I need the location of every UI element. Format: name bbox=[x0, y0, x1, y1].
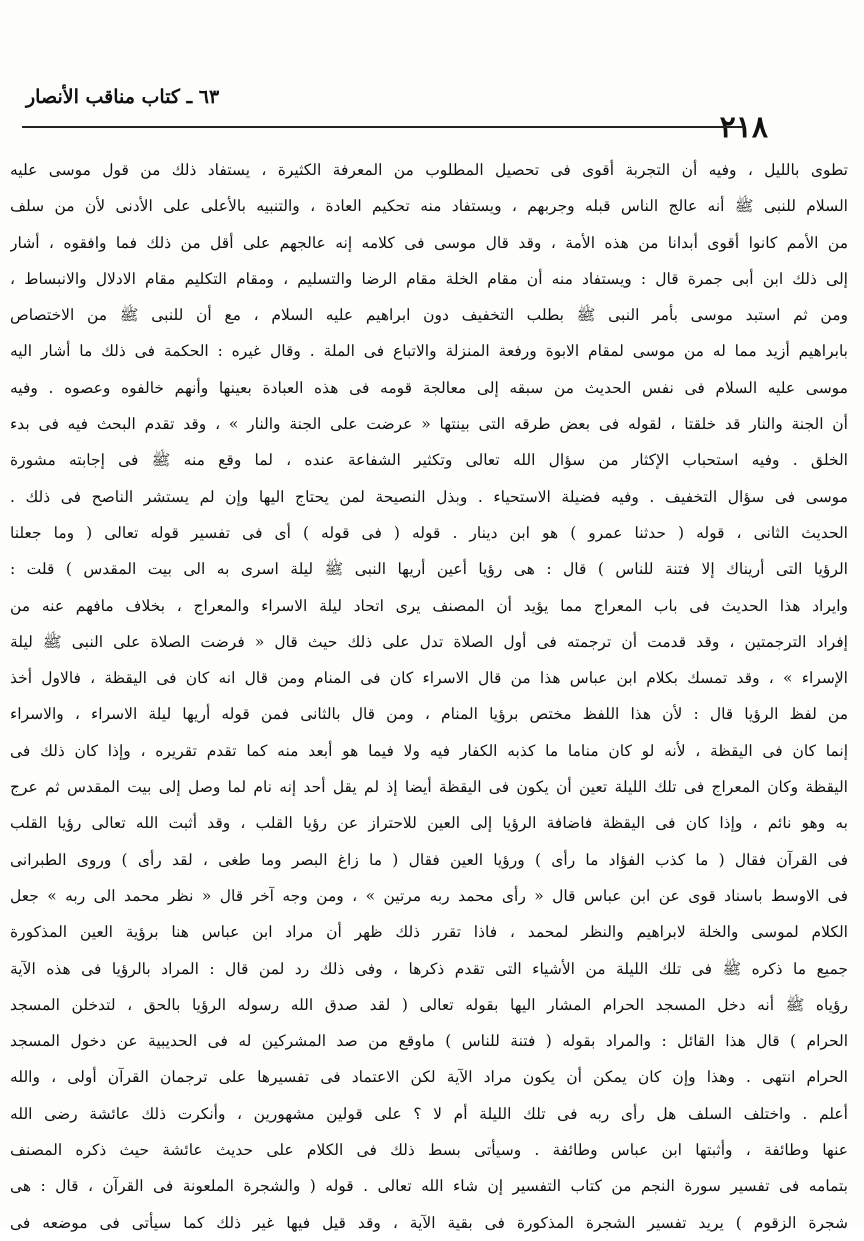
text-line: بابراهيم أزيد مما له من موسى لمقام الابوة ورفعة المنزلة والاتباع فى الملة . وقال غيره : الحكمة فى ذلك ما أشار اليه bbox=[10, 342, 848, 361]
text-line: السلام للنبى ﷺ أنه عالج الناس قبله وجربهم ، ويستفاد منه تحكيم العادة ، والتنبيه بالأعلى على الأدنى لأن من سلف bbox=[10, 197, 848, 216]
text-line: أن الجنة والنار قد خلقتا ، لقوله فى بعض طرقه التى بينتها « عرضت على الجنة والنار » ، وقد تقدم البحث فيه فى بدء bbox=[10, 415, 848, 434]
text-line: موسى عليه السلام فى نفس الحديث من سبقه إلى معالجة قومه فى هذه العبادة بعينها وأنهم خالفوه وعصوه . وفيه bbox=[10, 378, 848, 397]
text-line: ومن ثم استبد موسى بأمر النبى ﷺ بطلب التخفيف دون ابراهيم عليه السلام ، مع أن للنبى ﷺ من الاختصاص bbox=[10, 306, 848, 325]
text-line: إلى ذلك ابن أبى جمرة قال : ويستفاد منه أن مقام الخلة مقام الرضا والتسليم ، ومقام التكليم مقام الادلال والانبساط ، bbox=[10, 269, 848, 288]
text-line: الكلام لموسى والخلة لابراهيم والنظر لمحمد ، فاذا تقرر ذلك ظهر أن مراد ابن عباس هنا برؤية العين المذكورة bbox=[10, 923, 848, 942]
text-line: أعلم . واختلف السلف هل رأى ربه فى تلك الليلة أم لا ؟ على قولين مشهورين ، وأنكرت ذلك عائشة رضى الله bbox=[10, 1104, 848, 1123]
text-line: عنها وطائفة ، وأثبتها ابن عباس وطائفة . وسيأتى بسط ذلك فى الكلام على حديث عائشة حيث ذكره المصنف bbox=[10, 1141, 848, 1160]
text-line: من لفظ الرؤيا قال : لأن هذا اللفظ مختص برؤيا المنام ، ومن قال بالثانى فمن قوله أريها ليلة الاسراء ، والاسراء bbox=[10, 705, 848, 724]
text-line: من الأمم كانوا أقوى أبدانا من هذه الأمة ، وقد قال موسى فى كلامه إنه عالجهم على أقل من ذلك فما وافقوه ، أشار bbox=[10, 233, 848, 252]
text-line: بتمامه فى تفسير سورة النجم من كتاب التفسير إن شاء الله تعالى . قوله ( والشجرة الملعونة فى القرآن ، قال : هى bbox=[10, 1177, 848, 1196]
text-line: موسى فى سؤال التخفيف . وفيه فضيلة الاستحياء . وبذل النصيحة لمن يحتاج اليها وإن لم يستشر الناصح فى ذلك . bbox=[10, 487, 848, 506]
text-line: الحرام انتهى . وهذا وإن كان يمكن أن يكون مراد الآية لكن الاعتماد فى تفسيرها على ترجمان القرآن أولى ، والله bbox=[10, 1068, 848, 1087]
text-line: رؤياه ﷺ أنه دخل المسجد الحرام المشار اليها بقوله تعالى ( لقد صدق الله رسوله الرؤيا بالحق ، لتدخلن المسجد bbox=[10, 995, 848, 1014]
body-text bbox=[10, 152, 848, 1241]
text-line: به وهو نائم ، وإذا كان فى اليقظة فاضافة الرؤيا إلى العين للاحتراز عن رؤيا القلب ، وقد أثبت الله تعالى رؤيا القلب bbox=[10, 814, 848, 833]
text-line: تطوى بالليل ، وفيه أن التجربة أقوى فى تحصيل المطلوب من المعرفة الكثيرة ، يستفاد ذلك من قول موسى عليه bbox=[10, 161, 848, 179]
running-title: ٦٣ ـ كتاب مناقب الأنصار bbox=[26, 86, 220, 108]
page-header bbox=[26, 86, 768, 145]
text-line: جميع ما ذكره ﷺ فى تلك الليلة من الأشياء التى تقدم ذكرها ، وفى ذلك رد لمن قال : المراد بالرؤيا فى هذه الآية bbox=[10, 959, 848, 978]
text-line: إفراد الترجمتين ، وقد قدمت أن ترجمته فى أول الصلاة تدل على ذلك حيث قال « فرضت الصلاة على النبى ﷺ ليلة bbox=[10, 632, 848, 651]
text-line: الرؤيا التى أريناك إلا فتنة للناس ) قال : هى رؤيا أعين أريها النبى ﷺ ليلة اسرى به الى بيت المقدس ) قلت : bbox=[10, 560, 848, 579]
text-line: الخلق . وفيه استحباب الإكثار من سؤال الله تعالى وتكثير الشفاعة عنده ، لما وقع منه ﷺ فى إجابته مشورة bbox=[10, 451, 848, 470]
text-line: شجرة الزقوم ) يريد تفسير الشجرة المذكورة فى بقية الآية ، وقد قيل فيها غير ذلك كما سيأتى فى موضعه فى bbox=[10, 1213, 848, 1232]
text-line: فى القرآن فقال ( ما كذب الفؤاد ما رأى ) ورؤيا العين فقال ( ما زاغ البصر وما طغى ، لقد رأى ) وروى الطبرانى bbox=[10, 850, 848, 869]
text-line: الإسراء » ، وقد تمسك بكلام ابن عباس هذا من قال الاسراء كان فى المنام ومن قال انه كان فى اليقظة ، فالاول أخذ bbox=[10, 669, 848, 688]
text-line: إنما كان فى اليقظة ، لأنه لو كان مناما ما كذبه الكفار فيه ولا فيما هو أبعد منه كما تقدم تقريره ، وإذا كان ذلك فى bbox=[10, 741, 848, 760]
page-number: ٢١٨ bbox=[719, 110, 768, 145]
text-line: الحرام ) قال هذا القائل : والمراد بقوله ( فتنة للناس ) ماوقع من صد المشركين له فى الحديبية عن دخول المسجد bbox=[10, 1032, 848, 1051]
text-line: فى الاوسط باسناد قوى عن ابن عباس قال « رأى محمد ربه مرتين » ، ومن وجه آخر قال « نظر محمد الى ربه » جعل bbox=[10, 886, 848, 905]
text-line: الحديث الثانى ، قوله ( حدثنا عمرو ) هو ابن دينار . قوله ( فى قوله ) أى فى تفسير قوله تعالى ( وما جعلنا bbox=[10, 523, 848, 542]
text-line: وايراد هذا الحديث فى باب المعراج مما يؤيد أن المصنف يرى اتحاد ليلة الاسراء والمعراج ، بخلاف مافهم عنه من bbox=[10, 596, 848, 615]
header-divider bbox=[22, 126, 744, 128]
text-line: اليقظة وكان المعراج فى تلك الليلة تعين أن يكون فى اليقظة أيضا إذ لم يقل أحد إنه نام لما وصل إلى بيت المقدس ثم عرج bbox=[10, 778, 848, 797]
